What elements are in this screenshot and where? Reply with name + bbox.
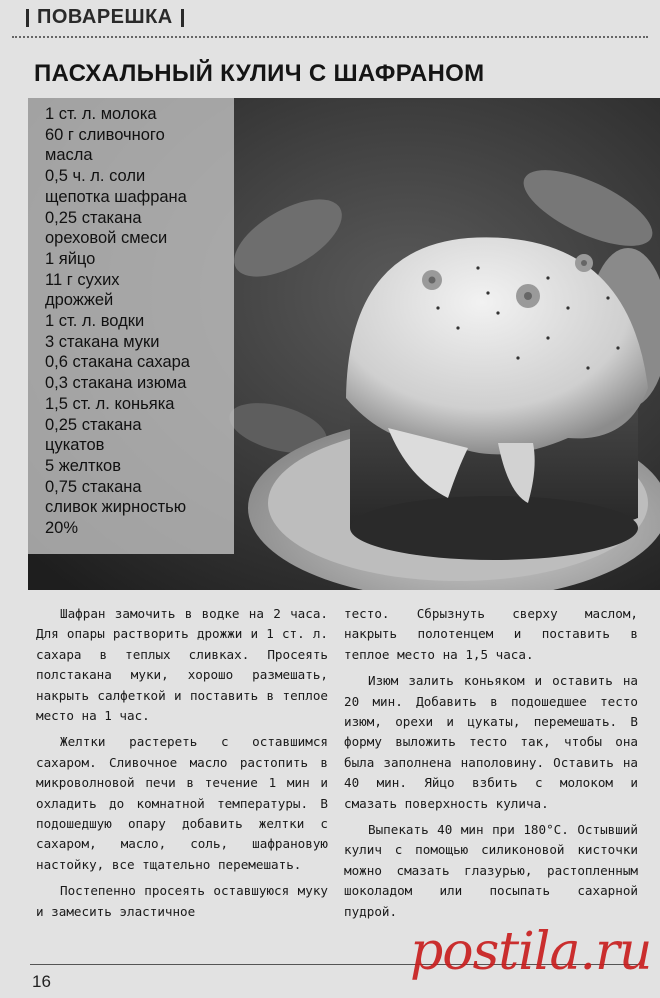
ingredient-item: ореховой смеси bbox=[45, 229, 168, 248]
instruction-paragraph: тесто. Сбрызнуть сверху маслом, накрыть полотенцем и поставить в теплое место на 1,5 часа. bbox=[344, 606, 638, 662]
ingredients-box bbox=[28, 98, 234, 554]
ingredient-item: 5 желтков bbox=[45, 456, 121, 475]
section-name: ПОВАРЕШКА bbox=[37, 6, 173, 28]
header-rule bbox=[12, 36, 648, 38]
instruction-paragraph: Постепенно просеять оставшуюся муку и замесить эластичное bbox=[36, 883, 328, 919]
ingredient-item: 11 г сухих bbox=[45, 270, 120, 289]
instructions-left-column bbox=[36, 604, 328, 928]
ingredient-item: 1 ст. л. водки bbox=[45, 312, 145, 331]
instructions-right-column bbox=[344, 604, 638, 928]
instruction-paragraph: Шафран замочить в водке на 2 часа. Для опары растворить дрожжи и 1 ст. л. сахара в теплых сливках. Просеять полстакана муки, хорошо размешать, накрыть салфеткой и поставить в теплое место на 1 час. bbox=[36, 606, 328, 724]
ingredient-item: 0,75 стакана bbox=[45, 477, 142, 496]
header-bar-right bbox=[181, 9, 184, 27]
ingredient-item: 60 г сливочного bbox=[45, 125, 165, 144]
ingredient-item: 20% bbox=[45, 519, 79, 538]
ingredient-item: 3 стакана муки bbox=[45, 332, 160, 351]
instruction-paragraph: Выпекать 40 мин при 180°С. Остывший кулич с помощью силиконовой кисточки можно смазать глазурью, растопленным шоколадом или посыпать сахарной пудрой. bbox=[344, 822, 638, 919]
section-header bbox=[18, 6, 192, 29]
ingredient-item: 0,5 ч. л. соли bbox=[45, 167, 146, 186]
ingredient-item: 0,25 стакана bbox=[45, 208, 142, 227]
ingredient-item: 0,25 стакана bbox=[45, 415, 142, 434]
ingredient-item: щепотка шафрана bbox=[45, 187, 187, 206]
recipe-title: ПАСХАЛЬНЫЙ КУЛИЧ С ШАФРАНОМ bbox=[34, 60, 485, 87]
page-number: 16 bbox=[32, 972, 51, 991]
ingredient-item: цукатов bbox=[45, 436, 105, 455]
ingredients-list bbox=[45, 104, 234, 539]
ingredient-item: дрожжей bbox=[45, 291, 114, 310]
watermark-logo: postila.ru bbox=[410, 922, 652, 982]
ingredient-item: 1 яйцо bbox=[45, 249, 96, 268]
ingredient-item: 1,5 ст. л. коньяка bbox=[45, 394, 175, 413]
ingredient-item: сливок жирностью bbox=[45, 498, 187, 517]
ingredient-item: 0,6 стакана сахара bbox=[45, 353, 190, 372]
instruction-paragraph: Желтки растереть с оставшимся сахаром. Сливочное масло растопить в микроволновой печи в течение 1 мин и охладить до комнатной температуры. В подошедшую опару добавить желтки с сахаром, масло, соль, шафрановую настойку, все тщательно перемешать. bbox=[36, 734, 328, 872]
header-bar-left bbox=[26, 9, 29, 27]
instruction-paragraph: Изюм залить коньяком и оставить на 20 мин. Добавить в подошедшее тесто изюм, орехи и цукаты, перемешать. В форму выложить тесто так, чтобы она была заполнена наполовину. Оставить на 40 мин. Яйцо взбить с молоком и смазать поверхность кулича. bbox=[344, 673, 638, 811]
ingredient-item: масла bbox=[45, 146, 93, 165]
ingredient-item: 0,3 стакана изюма bbox=[45, 374, 187, 393]
ingredient-item: 1 ст. л. молока bbox=[45, 105, 157, 123]
